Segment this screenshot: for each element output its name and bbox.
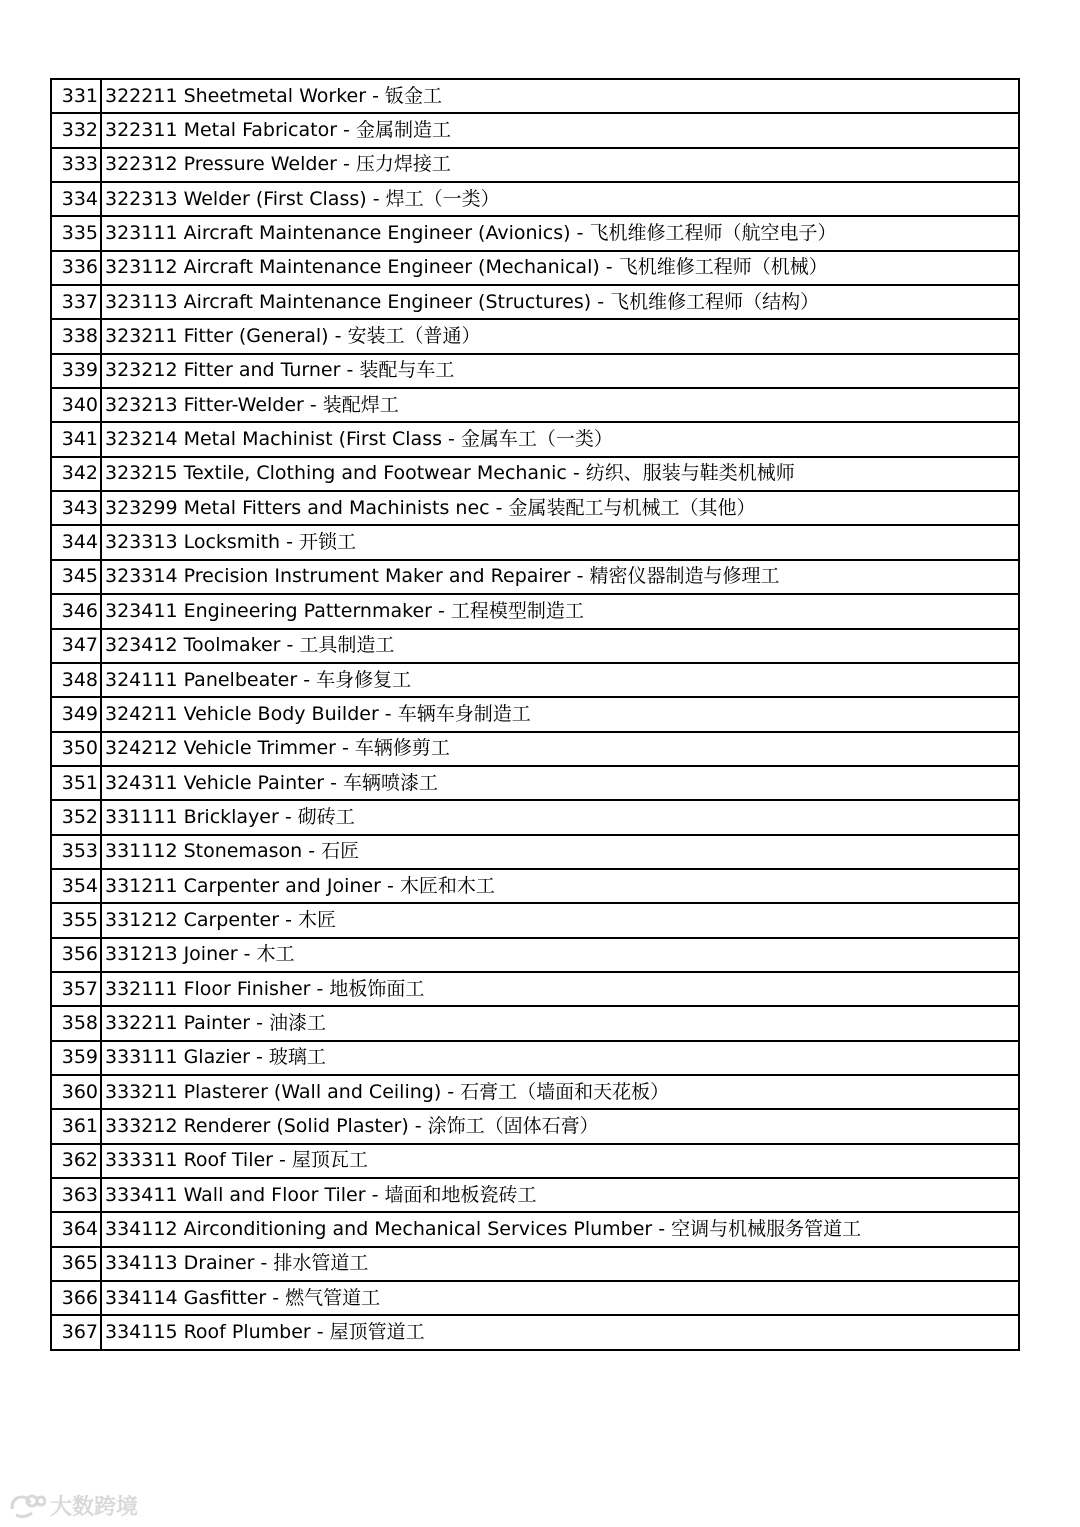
occupation-description: 331211 Carpenter and Joiner - 木匠和木工 xyxy=(101,869,1019,903)
row-number: 337 xyxy=(51,285,101,319)
brand-logo-icon xyxy=(8,1491,46,1521)
row-number: 366 xyxy=(51,1281,101,1315)
row-number: 353 xyxy=(51,835,101,869)
table-row xyxy=(51,1144,1019,1178)
occupation-description: 332211 Painter - 油漆工 xyxy=(101,1006,1019,1040)
table-row xyxy=(51,903,1019,937)
table-row xyxy=(51,1247,1019,1281)
occupation-description: 334114 Gasfitter - 燃气管道工 xyxy=(101,1281,1019,1315)
table-row xyxy=(51,285,1019,319)
occupation-description: 331212 Carpenter - 木匠 xyxy=(101,903,1019,937)
occupation-description: 323215 Textile, Clothing and Footwear Mechanic - 纺织、服装与鞋类机械师 xyxy=(101,457,1019,491)
occupation-description: 324211 Vehicle Body Builder - 车辆车身制造工 xyxy=(101,697,1019,731)
watermark-text: 大数跨境 xyxy=(50,1495,139,1520)
table-row xyxy=(51,1041,1019,1075)
occupation-description: 331112 Stonemason - 石匠 xyxy=(101,835,1019,869)
occupation-description: 333111 Glazier - 玻璃工 xyxy=(101,1041,1019,1075)
row-number: 360 xyxy=(51,1075,101,1109)
table-row xyxy=(51,148,1019,182)
table-row xyxy=(51,1212,1019,1246)
table-row xyxy=(51,1315,1019,1349)
occupation-description: 323111 Aircraft Maintenance Engineer (Avionics) - 飞机维修工程师（航空电子） xyxy=(101,216,1019,250)
table-row xyxy=(51,354,1019,388)
occupation-table xyxy=(50,78,1020,1351)
row-number: 338 xyxy=(51,319,101,353)
occupation-description: 322312 Pressure Welder - 压力焊接工 xyxy=(101,148,1019,182)
row-number: 354 xyxy=(51,869,101,903)
occupation-description: 333211 Plasterer (Wall and Ceiling) - 石膏工（墙面和天花板） xyxy=(101,1075,1019,1109)
table-body xyxy=(51,79,1019,1350)
row-number: 351 xyxy=(51,766,101,800)
row-number: 342 xyxy=(51,457,101,491)
occupation-description: 322313 Welder (First Class) - 焊工（一类） xyxy=(101,182,1019,216)
table-row xyxy=(51,491,1019,525)
occupation-description: 333212 Renderer (Solid Plaster) - 涂饰工（固体石膏） xyxy=(101,1109,1019,1143)
occupation-description: 323412 Toolmaker - 工具制造工 xyxy=(101,629,1019,663)
occupation-description: 332111 Floor Finisher - 地板饰面工 xyxy=(101,972,1019,1006)
row-number: 352 xyxy=(51,800,101,834)
table-row xyxy=(51,1006,1019,1040)
occupation-description: 323299 Metal Fitters and Machinists nec - 金属装配工与机械工（其他） xyxy=(101,491,1019,525)
row-number: 361 xyxy=(51,1109,101,1143)
row-number: 335 xyxy=(51,216,101,250)
table-row xyxy=(51,79,1019,113)
row-number: 331 xyxy=(51,79,101,113)
row-number: 343 xyxy=(51,491,101,525)
row-number: 346 xyxy=(51,594,101,628)
occupation-description: 322211 Sheetmetal Worker - 钣金工 xyxy=(101,79,1019,113)
occupation-description: 323214 Metal Machinist (First Class - 金属车工（一类） xyxy=(101,422,1019,456)
table-row xyxy=(51,319,1019,353)
occupation-description: 323314 Precision Instrument Maker and Repairer - 精密仪器制造与修理工 xyxy=(101,560,1019,594)
table-row xyxy=(51,869,1019,903)
row-number: 336 xyxy=(51,251,101,285)
table-row xyxy=(51,972,1019,1006)
table-row xyxy=(51,422,1019,456)
row-number: 345 xyxy=(51,560,101,594)
row-number: 359 xyxy=(51,1041,101,1075)
table-row xyxy=(51,1109,1019,1143)
occupation-description: 324311 Vehicle Painter - 车辆喷漆工 xyxy=(101,766,1019,800)
occupation-description: 324212 Vehicle Trimmer - 车辆修剪工 xyxy=(101,732,1019,766)
table-row xyxy=(51,594,1019,628)
table-row xyxy=(51,938,1019,972)
row-number: 362 xyxy=(51,1144,101,1178)
occupation-description: 331213 Joiner - 木工 xyxy=(101,938,1019,972)
table-row xyxy=(51,629,1019,663)
row-number: 365 xyxy=(51,1247,101,1281)
table-row xyxy=(51,560,1019,594)
table-row xyxy=(51,251,1019,285)
occupation-description: 334115 Roof Plumber - 屋顶管道工 xyxy=(101,1315,1019,1349)
occupation-description: 323212 Fitter and Turner - 装配与车工 xyxy=(101,354,1019,388)
row-number: 350 xyxy=(51,732,101,766)
table-row xyxy=(51,766,1019,800)
occupation-description: 323113 Aircraft Maintenance Engineer (Structures) - 飞机维修工程师（结构） xyxy=(101,285,1019,319)
table-row xyxy=(51,663,1019,697)
table-row xyxy=(51,697,1019,731)
table-row xyxy=(51,182,1019,216)
row-number: 358 xyxy=(51,1006,101,1040)
table-row xyxy=(51,388,1019,422)
table-row xyxy=(51,732,1019,766)
row-number: 348 xyxy=(51,663,101,697)
occupation-description: 334112 Airconditioning and Mechanical Services Plumber - 空调与机械服务管道工 xyxy=(101,1212,1019,1246)
table-row xyxy=(51,835,1019,869)
occupation-description: 323411 Engineering Patternmaker - 工程模型制造工 xyxy=(101,594,1019,628)
occupation-description: 333311 Roof Tiler - 屋顶瓦工 xyxy=(101,1144,1019,1178)
row-number: 355 xyxy=(51,903,101,937)
table-row xyxy=(51,216,1019,250)
occupation-description: 323313 Locksmith - 开锁工 xyxy=(101,525,1019,559)
occupation-description: 334113 Drainer - 排水管道工 xyxy=(101,1247,1019,1281)
occupation-description: 324111 Panelbeater - 车身修复工 xyxy=(101,663,1019,697)
occupation-description: 322311 Metal Fabricator - 金属制造工 xyxy=(101,113,1019,147)
row-number: 340 xyxy=(51,388,101,422)
row-number: 363 xyxy=(51,1178,101,1212)
row-number: 356 xyxy=(51,938,101,972)
occupation-description: 323112 Aircraft Maintenance Engineer (Mechanical) - 飞机维修工程师（机械） xyxy=(101,251,1019,285)
row-number: 347 xyxy=(51,629,101,663)
row-number: 367 xyxy=(51,1315,101,1349)
table-row xyxy=(51,525,1019,559)
row-number: 332 xyxy=(51,113,101,147)
table-row xyxy=(51,1075,1019,1109)
occupation-description: 323211 Fitter (General) - 安装工（普通） xyxy=(101,319,1019,353)
occupation-description: 331111 Bricklayer - 砌砖工 xyxy=(101,800,1019,834)
occupation-description: 333411 Wall and Floor Tiler - 墙面和地板瓷砖工 xyxy=(101,1178,1019,1212)
row-number: 364 xyxy=(51,1212,101,1246)
table-row xyxy=(51,800,1019,834)
watermark xyxy=(8,1490,138,1521)
table-row xyxy=(51,1178,1019,1212)
row-number: 344 xyxy=(51,525,101,559)
row-number: 333 xyxy=(51,148,101,182)
occupation-description: 323213 Fitter-Welder - 装配焊工 xyxy=(101,388,1019,422)
table-row xyxy=(51,457,1019,491)
row-number: 339 xyxy=(51,354,101,388)
row-number: 341 xyxy=(51,422,101,456)
row-number: 334 xyxy=(51,182,101,216)
table-row xyxy=(51,113,1019,147)
row-number: 349 xyxy=(51,697,101,731)
table-row xyxy=(51,1281,1019,1315)
row-number: 357 xyxy=(51,972,101,1006)
